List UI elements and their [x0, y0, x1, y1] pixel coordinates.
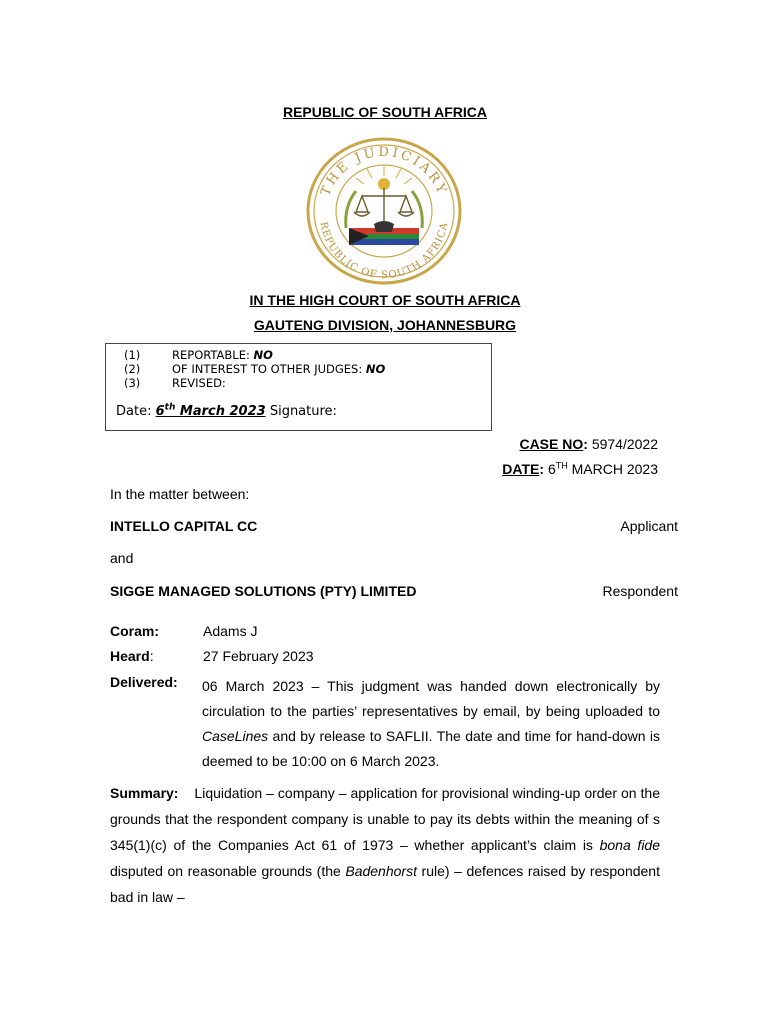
summary-paragraph: Summary: Liquidation – company – application for provisional winding-up order on the grounds that the respondent company is unable to pay its debts within the meaning of s 345(1)(c) of the Companies Act 61 of 1973 – whether applicant’s claim is bona fide disputed on reasonable grounds (the Badenhorst rule) – defences raised by respondent bad in law – [110, 785, 661, 905]
delivered-label: Delivered: [110, 674, 178, 690]
reportable-row [124, 348, 273, 362]
signature-label: Signature: [269, 404, 337, 419]
conjunction-text: and [110, 550, 134, 566]
applicant-name: INTELLO CAPITAL CC [110, 518, 258, 534]
date-label: Date: [116, 404, 152, 419]
revised-row [124, 376, 226, 390]
heard-label: Heard: [110, 648, 154, 664]
coram-label: Coram: [110, 623, 160, 639]
matter-intro: In the matter between: [110, 486, 250, 502]
respondent-role: Respondent [602, 583, 678, 599]
item-label: REVISED: [172, 376, 226, 390]
applicant-role: Applicant [620, 518, 678, 534]
respondent-name: SIGGE MANAGED SOLUTIONS (PTY) LIMITED [110, 583, 417, 599]
svg-text:REPUBLIC OF SOUTH AFRICA: REPUBLIC OF SOUTH AFRICA [317, 220, 451, 282]
item-label: OF INTEREST TO OTHER JUDGES: [172, 362, 363, 376]
delivered-value: 06 March 2023 – This judgment was handed down electronically by circulation to the parties’ representatives by email, by being uploaded to CaseLines and by release to SAFLII. The date and time for hand-down is deemed to be 10:00 on 6 March 2023. [202, 678, 660, 769]
item-number: (3) [124, 376, 141, 390]
page-header-country: REPUBLIC OF SOUTH AFRICA [282, 104, 488, 120]
summary-label: Summary: [110, 785, 179, 801]
item-number: (1) [124, 348, 141, 362]
interest-row [124, 362, 385, 376]
item-value: NO [253, 348, 273, 362]
date-value: 6th March 2023 [155, 402, 266, 419]
court-title: IN THE HIGH COURT OF SOUTH AFRICA [249, 292, 521, 308]
box-date-line [116, 404, 337, 419]
reportability-box [105, 343, 492, 431]
heard-value: 27 February 2023 [203, 648, 314, 664]
coram-value: Adams J [203, 623, 258, 639]
judiciary-seal-logo [304, 136, 464, 286]
case-date: DATE: 6TH MARCH 2023 [502, 460, 658, 477]
item-number: (2) [124, 362, 141, 376]
item-value: NO [365, 362, 386, 376]
svg-text:THE JUDICIARY: THE JUDICIARY [318, 144, 450, 199]
division-title: GAUTENG DIVISION, JOHANNESBURG [253, 317, 517, 333]
item-label: REPORTABLE: [172, 348, 250, 362]
case-number: CASE NO: 5974/2022 [519, 436, 658, 452]
